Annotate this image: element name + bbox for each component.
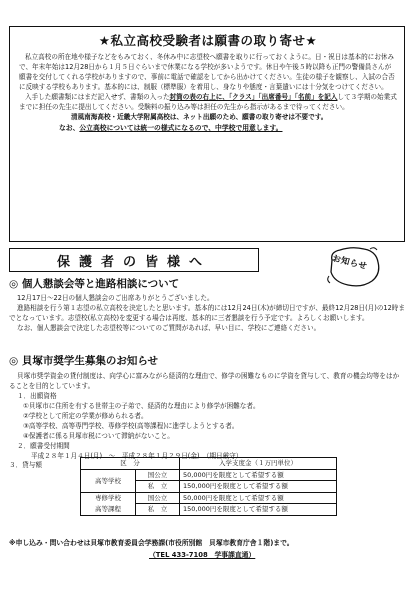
table-header-category: 区 分 (81, 458, 180, 470)
stamp-label: お知らせ (331, 253, 369, 273)
notice-p2-post: して３学期の始業式までに担任の先生に提出してください。受験料の振り込み等は担任の先生から指示があるまで待ってください。 (19, 93, 397, 111)
notice-p4-pre: なお、 (59, 124, 80, 132)
table-cell-group: 高等課程 (81, 504, 136, 516)
table-cell-type: 国公立 (136, 492, 180, 504)
table-cell-amount: 150,000円を限度として希望する額 (180, 481, 337, 493)
notice-public-school (59, 123, 397, 134)
contact-note: ※申し込み・問い合わせは貝塚市教育委員会学務課(市役所別館 貝塚市教育庁舎１階)まで。 (9, 539, 294, 547)
table-cell-amount: 50,000円を限度として希望する額 (180, 469, 337, 481)
table-cell-group: 高等学校 (81, 469, 136, 492)
notice-paragraph-2 (19, 92, 397, 112)
period-dates: 平成２８年１月４日(月) ～ 平成２８年１月２９日(金) （期日厳守） (31, 452, 243, 460)
table-cell-type: 国公立 (136, 469, 180, 481)
table-row (81, 492, 337, 504)
table-cell-type: 私 立 (136, 504, 180, 516)
qualification-2: ②学校として所定の学業が修められる者。 (23, 412, 148, 420)
contact-phone: （TEL 433-7108 学事課直通） (149, 551, 256, 559)
qualification-1: ①貝塚市に住所を有する世帯主の子弟で、経済的な理由により修学が困難な者。 (23, 402, 260, 410)
table-header-amount: 入学支度金（１万円単位） (180, 458, 337, 470)
section1-paragraph-2: 進路相談を行う第１志望の私立高校を決定したと思います。基本的には12月24日(木)が締切日ですが、最終12月28日(月)の12時までとなっています。志望校(私立高校)を変更する場合は再度、基本的に三者懇談を行う予定です。よろしくお願いします。 (9, 304, 405, 322)
section1-paragraph-3: なお、個人懇談会で決定した志望校等についてのご質問があれば、早い目に、学校にご連絡ください。 (17, 324, 321, 332)
guardians-banner: 保護者の皆様へ (9, 248, 259, 272)
table-header-row (81, 458, 337, 470)
loan-amount-table (80, 457, 337, 516)
notice-title: ★私立高校受験者は願書の取り寄せ★ (98, 33, 318, 48)
section2-heading: ◎ 貝塚市奨学生募集のお知らせ (9, 355, 159, 367)
section2-body (9, 371, 405, 461)
table-row (81, 469, 337, 481)
qualification-3: ③高等学校、高等専門学校、専修学校(高等課程)に進学しようとする者。 (23, 422, 239, 430)
notice-p2-pre: 入手した願書類にはまだ記入せず、書類の入った (25, 93, 170, 101)
notice-net-application: 清風南海高校・近畿大学附属高校は、ネット出願のため、願書の取り寄せは不要です。 (71, 113, 328, 121)
table-cell-type: 私 立 (136, 481, 180, 493)
table-cell-amount: 50,000円を限度として希望する額 (180, 492, 337, 504)
private-high-school-notice-box (9, 26, 405, 242)
period-title: ２．願書受付期間 (17, 442, 70, 450)
notice-p2-underlined: 封筒の表の右上に、「クラス」「出席番号」「名前」を記入 (169, 93, 338, 101)
section1-heading: ◎ 個人懇談会等と進路相談について (9, 278, 180, 290)
notice-paragraph-1: 私立高校の所在地や様子などをもみておく、冬休み中に志望校へ願書を取りに行っておくように。日・祝日は基本的にお休みで、年末年始は12月28日から１月５日ぐらいまで休業になる学校が多いようです。休日や午後５時以降も正門の警備員さんが願書を交付してくれる学校がありますので、事前に電話で確認をしてから出かけてください。生徒の様子を観察し、入試の合否に反映する学校もあります。基本的には、制服（標準服）を着用し、身なりや態度・言葉遣いには十分気をつけてください。 (19, 53, 395, 91)
loan-label: ３．貸与額 (9, 461, 42, 469)
table-row (81, 504, 337, 516)
notice-stamp-illustration (326, 246, 382, 288)
notice-p4-underlined: 公立高校については統一の様式になるので、中学校で用意します。 (79, 124, 283, 132)
section1-body (9, 293, 405, 333)
qualification-title: １．出願資格 (17, 392, 57, 400)
qualification-4: ④保護者に係る貝塚市税について滞納がないこと。 (23, 432, 174, 440)
table-cell-group: 専修学校 (81, 492, 136, 504)
table-cell-amount: 150,000円を限度として希望する額 (180, 504, 337, 516)
section2-intro: 貝塚市奨学資金の貸付制度は、向学心に富みながら経済的な理由で、修学の困難なものに学資を貸与して、教育の機会均等をはかることを目的としています。 (9, 372, 400, 390)
section1-paragraph-1: 12月17日～22日の個人懇談会のご出席ありがとうございました。 (17, 294, 214, 302)
